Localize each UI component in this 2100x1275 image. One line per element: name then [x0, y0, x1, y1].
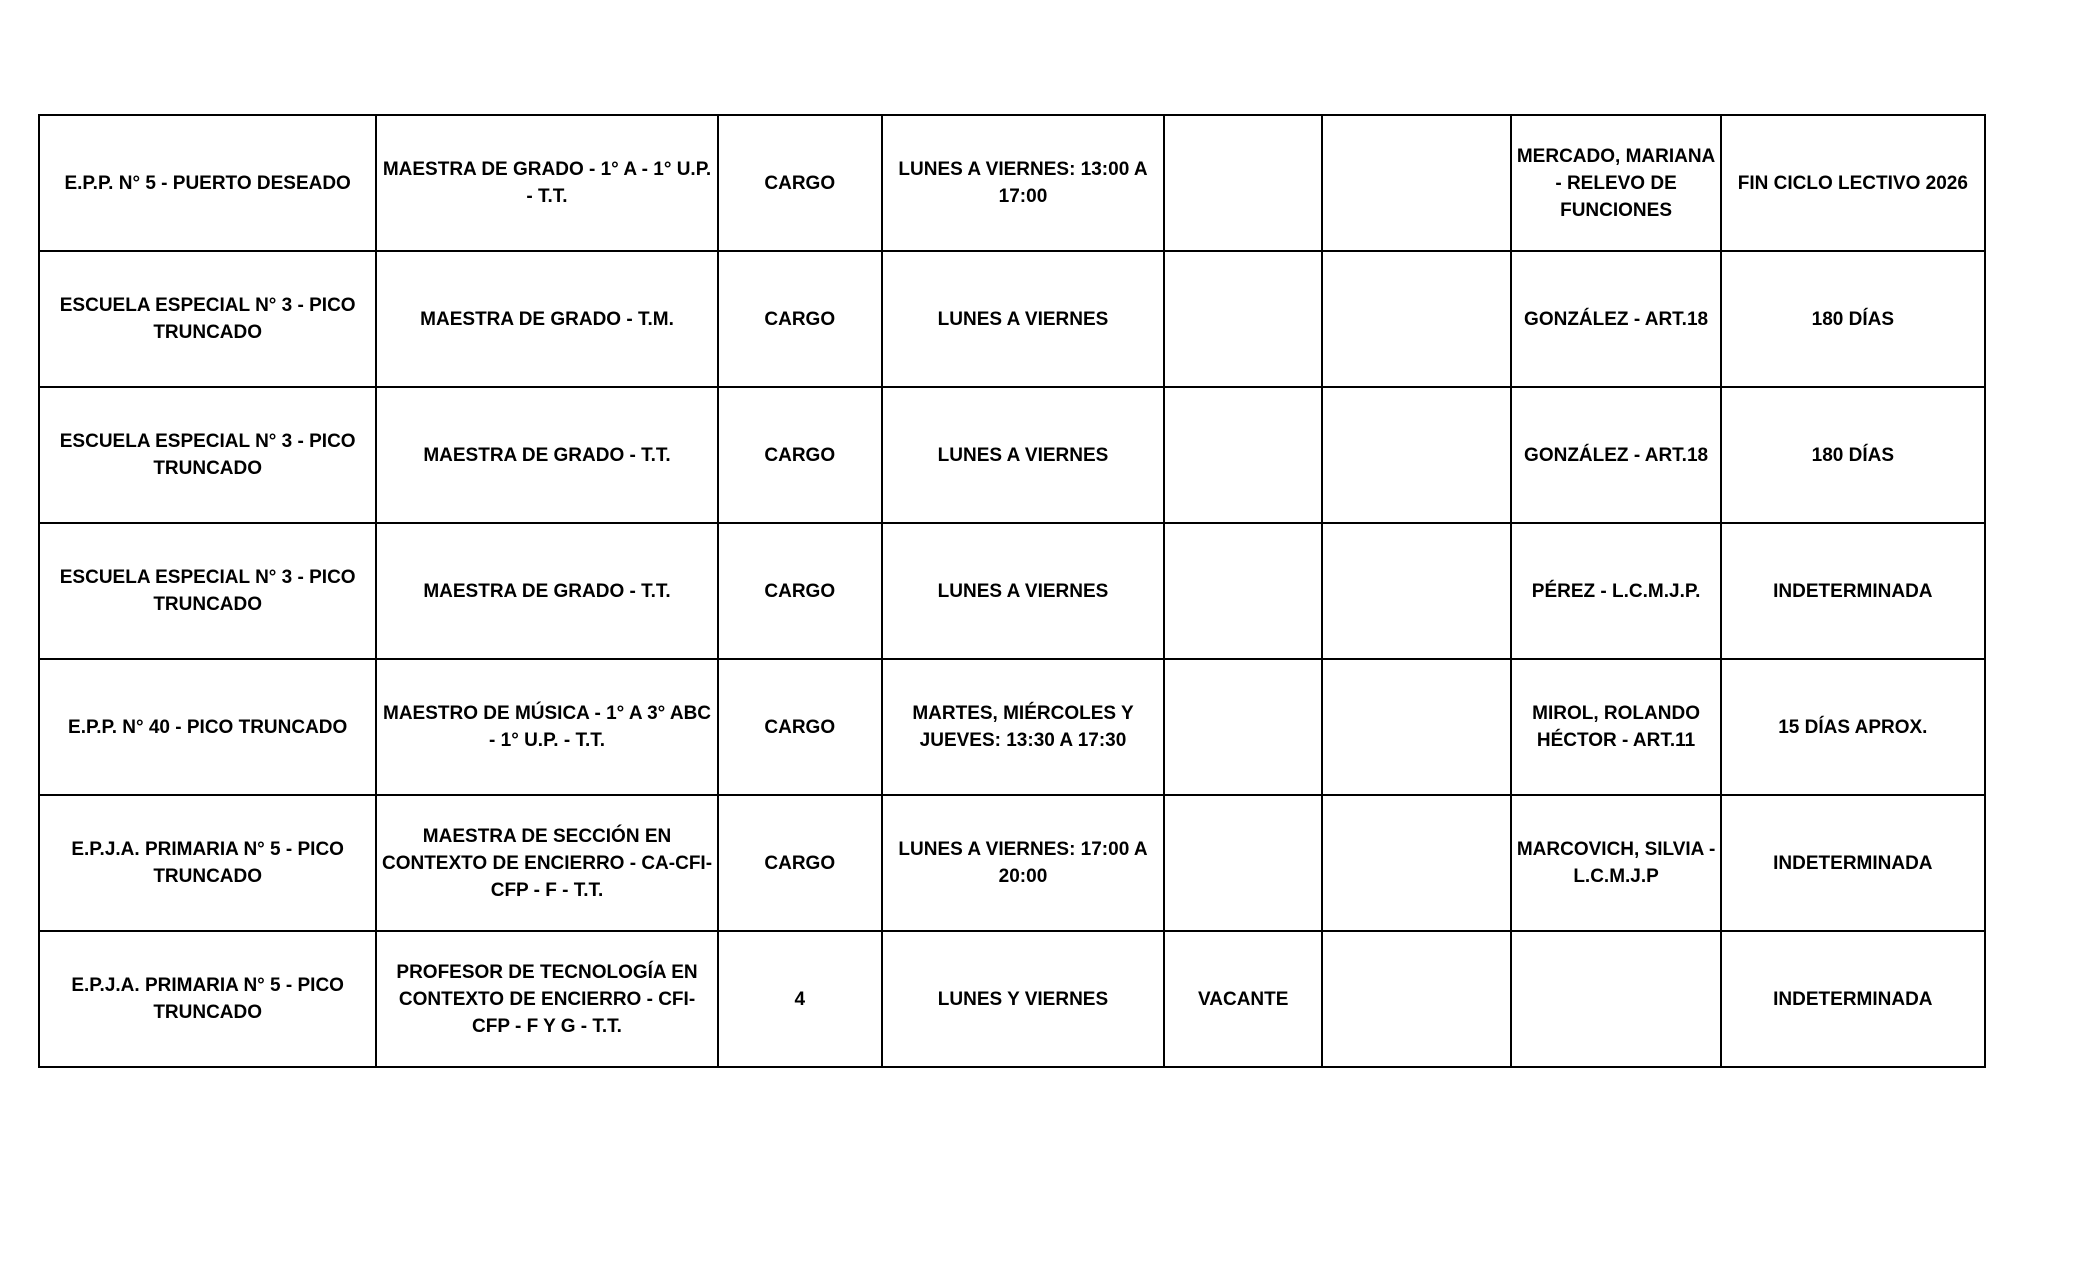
status-cell — [1164, 523, 1322, 659]
status-cell: VACANTE — [1164, 931, 1322, 1067]
position-cell: MAESTRA DE GRADO - 1° A - 1° U.P. - T.T. — [376, 115, 717, 251]
hours-cell: CARGO — [718, 251, 882, 387]
status-cell — [1164, 795, 1322, 931]
table-row — [39, 931, 1985, 1067]
status-cell — [1164, 115, 1322, 251]
school-cell: ESCUELA ESPECIAL N° 3 - PICO TRUNCADO — [39, 387, 376, 523]
school-cell: E.P.J.A. PRIMARIA N° 5 - PICO TRUNCADO — [39, 795, 376, 931]
blank-cell — [1322, 659, 1511, 795]
duration-cell: INDETERMINADA — [1721, 931, 1985, 1067]
replaces-cell: GONZÁLEZ - ART.18 — [1511, 251, 1720, 387]
position-cell: MAESTRA DE GRADO - T.T. — [376, 387, 717, 523]
blank-cell — [1322, 795, 1511, 931]
table-row — [39, 387, 1985, 523]
blank-cell — [1322, 931, 1511, 1067]
duration-cell: FIN CICLO LECTIVO 2026 — [1721, 115, 1985, 251]
hours-cell: CARGO — [718, 115, 882, 251]
table-body — [39, 115, 1985, 1067]
school-cell: E.P.J.A. PRIMARIA N° 5 - PICO TRUNCADO — [39, 931, 376, 1067]
schedule-cell: LUNES A VIERNES: 13:00 A 17:00 — [882, 115, 1164, 251]
blank-cell — [1322, 115, 1511, 251]
replaces-cell: MERCADO, MARIANA - RELEVO DE FUNCIONES — [1511, 115, 1720, 251]
duration-cell: INDETERMINADA — [1721, 523, 1985, 659]
status-cell — [1164, 659, 1322, 795]
table-row — [39, 115, 1985, 251]
duration-cell: 180 DÍAS — [1721, 251, 1985, 387]
duration-cell: 15 DÍAS APROX. — [1721, 659, 1985, 795]
school-cell: E.P.P. N° 5 - PUERTO DESEADO — [39, 115, 376, 251]
status-cell — [1164, 387, 1322, 523]
position-cell: MAESTRA DE GRADO - T.M. — [376, 251, 717, 387]
school-cell: ESCUELA ESPECIAL N° 3 - PICO TRUNCADO — [39, 523, 376, 659]
schedule-cell: LUNES A VIERNES: 17:00 A 20:00 — [882, 795, 1164, 931]
hours-cell: CARGO — [718, 523, 882, 659]
hours-cell: CARGO — [718, 795, 882, 931]
replaces-cell: GONZÁLEZ - ART.18 — [1511, 387, 1720, 523]
schedule-cell: LUNES Y VIERNES — [882, 931, 1164, 1067]
hours-cell: CARGO — [718, 659, 882, 795]
table-row — [39, 251, 1985, 387]
schedule-cell: LUNES A VIERNES — [882, 523, 1164, 659]
position-cell: MAESTRA DE SECCIÓN EN CONTEXTO DE ENCIERRO - CA-CFI-CFP - F - T.T. — [376, 795, 717, 931]
replaces-cell — [1511, 931, 1720, 1067]
blank-cell — [1322, 387, 1511, 523]
duration-cell: INDETERMINADA — [1721, 795, 1985, 931]
replaces-cell: MARCOVICH, SILVIA - L.C.M.J.P — [1511, 795, 1720, 931]
status-cell — [1164, 251, 1322, 387]
position-cell: PROFESOR DE TECNOLOGÍA EN CONTEXTO DE ENCIERRO - CFI-CFP - F Y G - T.T. — [376, 931, 717, 1067]
table-row — [39, 659, 1985, 795]
schedule-cell: LUNES A VIERNES — [882, 387, 1164, 523]
table-row — [39, 795, 1985, 931]
duration-cell: 180 DÍAS — [1721, 387, 1985, 523]
table-row — [39, 523, 1985, 659]
vacancy-table — [38, 114, 1986, 1068]
replaces-cell: PÉREZ - L.C.M.J.P. — [1511, 523, 1720, 659]
schedule-cell: MARTES, MIÉRCOLES Y JUEVES: 13:30 A 17:30 — [882, 659, 1164, 795]
replaces-cell: MIROL, ROLANDO HÉCTOR - ART.11 — [1511, 659, 1720, 795]
position-cell: MAESTRA DE GRADO - T.T. — [376, 523, 717, 659]
hours-cell: CARGO — [718, 387, 882, 523]
school-cell: ESCUELA ESPECIAL N° 3 - PICO TRUNCADO — [39, 251, 376, 387]
schedule-cell: LUNES A VIERNES — [882, 251, 1164, 387]
blank-cell — [1322, 251, 1511, 387]
hours-cell: 4 — [718, 931, 882, 1067]
position-cell: MAESTRO DE MÚSICA - 1° A 3° ABC - 1° U.P. - T.T. — [376, 659, 717, 795]
school-cell: E.P.P. N° 40 - PICO TRUNCADO — [39, 659, 376, 795]
blank-cell — [1322, 523, 1511, 659]
